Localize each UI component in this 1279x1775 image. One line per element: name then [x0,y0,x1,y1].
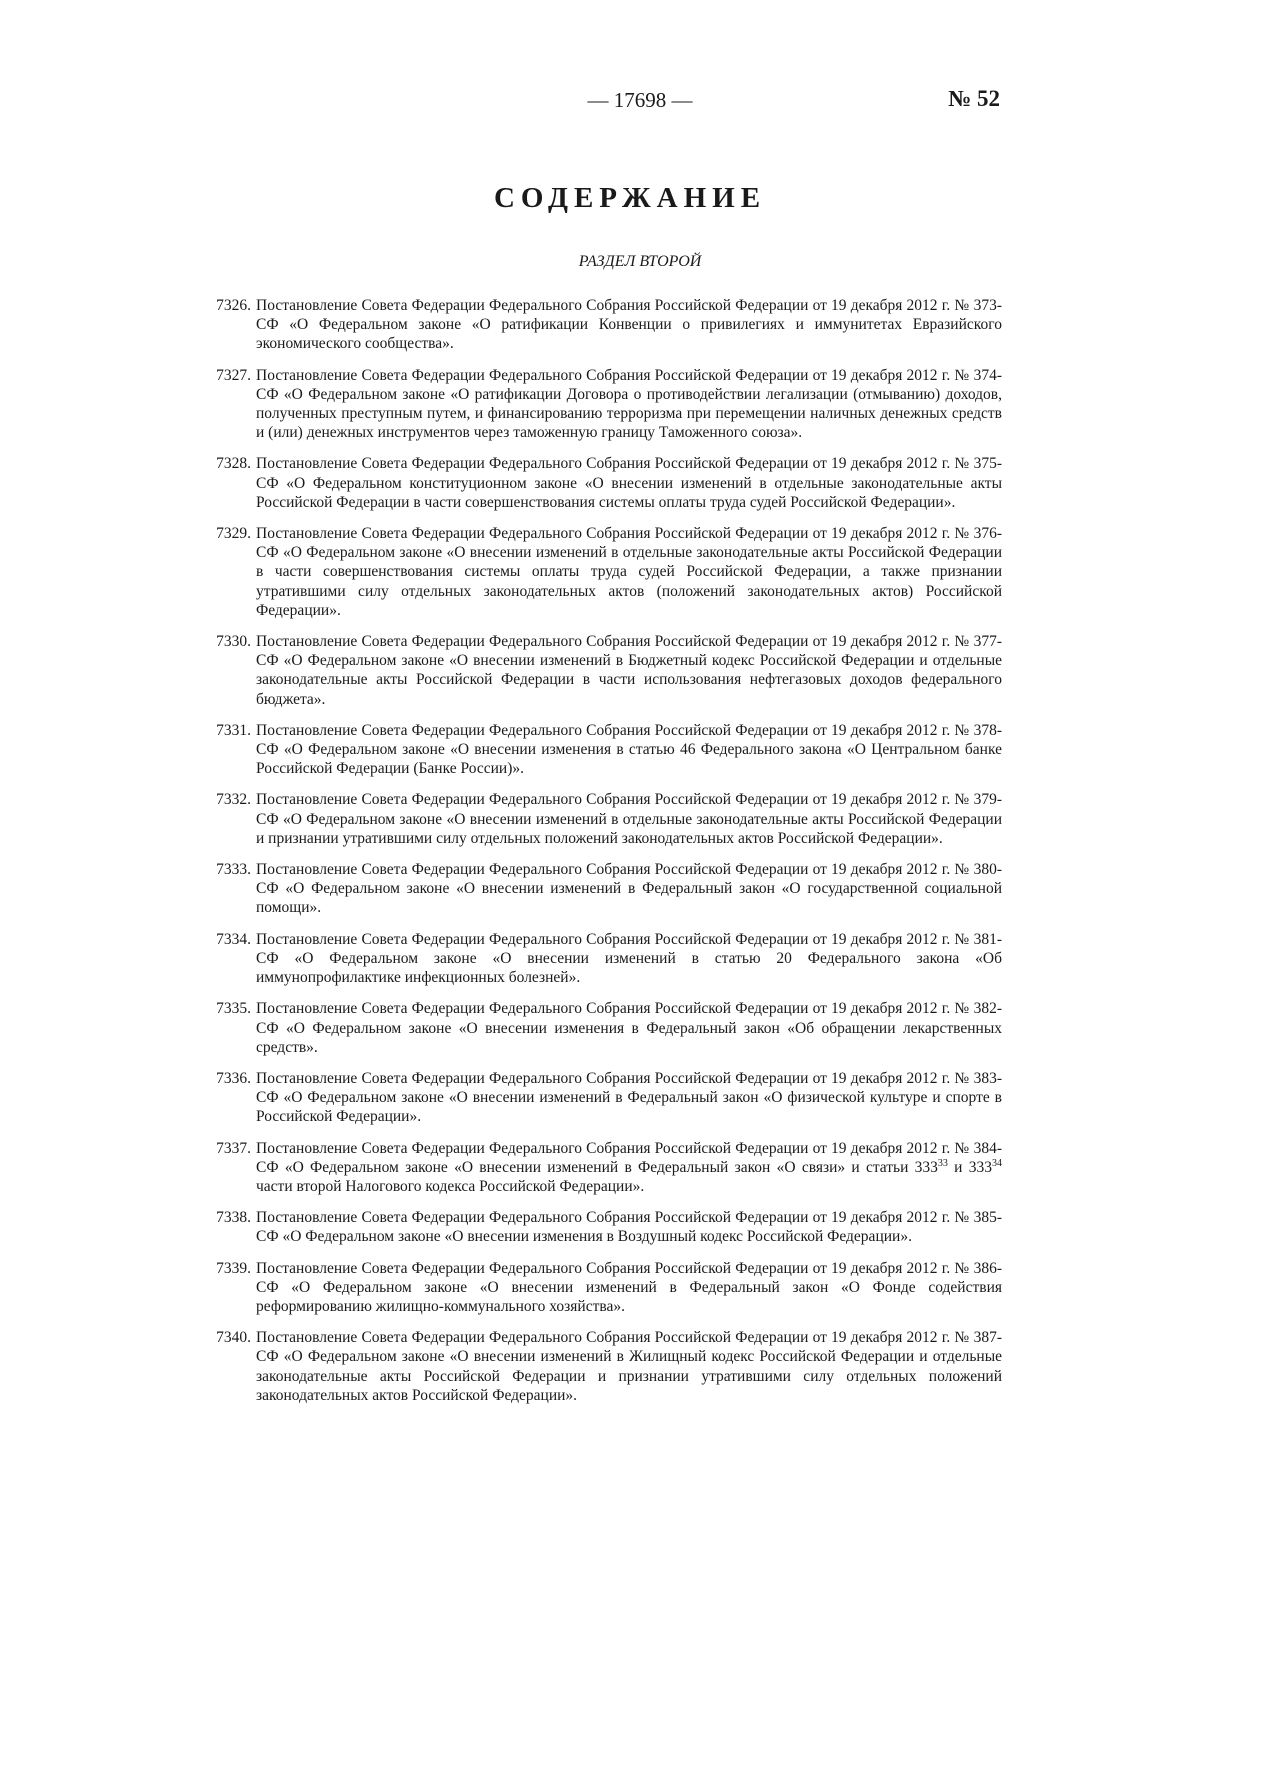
list-item [196,366,1002,443]
entry-text: Постановление Совета Федерации Федерального Собрания Российской Федерации от 19 декабря 2012 г. № 385-СФ «О Федеральном законе «О внесении изменения в Воздушный кодекс Российской Федерации». [256,1209,1002,1246]
entry-text: Постановление Совета Федерации Федерального Собрания Российской Федерации от 19 декабря 2012 г. № 377-СФ «О Федеральном законе «О внесении изменений в Бюджетный кодекс Российской Федерации и отдельные законодательные акты Российской Федерации в части использования нефтегазовых доходов федерального бюджета». [256,633,1002,708]
superscript-33: 33 [937,1157,948,1169]
issue-number: № 52 [948,86,1000,111]
list-item [196,454,1002,512]
list-item [196,524,1002,620]
list-item [196,1069,1002,1127]
entry-text-middle: и 333 [947,1158,992,1176]
entry-text: Постановление Совета Федерации Федерального Собрания Российской Федерации от 19 декабря 2012 г. № 376-СФ «О Федеральном законе «О внесении изменений в отдельные законодательные акты Российской Федерации в части совершенствования системы оплаты труда судей Российской Федерации, а также признании утратившими силу отдельных законодательных актов (положений законодательных актов) Российской Федерации». [256,525,1002,619]
entry-text-after: части второй Налогового кодекса Российской Федерации». [256,1177,645,1195]
entry-number: 7334. [216,930,251,948]
entry-number: 7336. [216,1069,251,1087]
page-number: — 17698 — [587,88,693,112]
section-title: РАЗДЕЛ ВТОРОЙ [578,253,702,270]
list-item [196,1259,1002,1317]
entry-number: 7327. [216,366,251,384]
entry-text: Постановление Совета Федерации Федерального Собрания Российской Федерации от 19 декабря 2012 г. № 379-СФ «О Федеральном законе «О внесении изменений в отдельные законодательные акты Российской Федерации и признании утратившими силу отдельных положений законодательных актов Российской Федерации». [256,791,1002,847]
list-item [196,999,1002,1057]
entry-number: 7328. [216,455,251,473]
entry-number: 7337. [216,1139,251,1157]
entry-number: 7335. [216,1000,251,1018]
entry-text: Постановление Совета Федерации Федерального Собрания Российской Федерации от 19 декабря 2012 г. № 387-СФ «О Федеральном законе «О внесении изменений в Жилищный кодекс Российской Федерации и отдельные законодательные акты Российской Федерации и признании утратившими силу отдельных положений законодательных актов Российской Федерации». [256,1329,1002,1404]
entry-number: 7339. [216,1259,251,1277]
list-item [196,296,1002,354]
list-item [196,632,1002,709]
list-item [196,1139,1002,1197]
entry-text: Постановление Совета Федерации Федерального Собрания Российской Федерации от 19 декабря 2012 г. № 386-СФ «О Федеральном законе «О внесении изменений в Федеральный закон «О Фонде содействия реформированию жилищно-коммунального хозяйства». [256,1259,1002,1315]
list-item [196,860,1002,918]
entry-number: 7340. [216,1329,251,1347]
entry-number: 7332. [216,791,251,809]
list-item [196,1328,1002,1405]
entry-number: 7330. [216,633,251,651]
entry-text: Постановление Совета Федерации Федерального Собрания Российской Федерации от 19 декабря 2012 г. № 378-СФ «О Федеральном законе «О внесении изменения в статью 46 Федерального закона «О Центральном банке Российской Федерации (Банке России)». [256,721,1002,778]
entry-text-before: Постановление Совета Федерации Федерального Собрания Российской Федерации от 19 декабря 2012 г. № 384-СФ «О Федеральном законе «О внесении изменений в Федеральный закон «О связи» и статьи 333 [256,1139,1002,1176]
entry-number: 7331. [216,721,251,739]
contents-list [196,296,1002,1417]
list-item [196,790,1002,848]
entry-text: Постановление Совета Федерации Федерального Собрания Российской Федерации от 19 декабря 2012 г. № 380-СФ «О Федеральном законе «О внесении изменений в Федеральный закон «О государственной социальной помощи». [256,861,1002,917]
list-item [196,930,1002,988]
entry-text: Постановление Совета Федерации Федерального Собрания Российской Федерации от 19 декабря 2012 г. № 382-СФ «О Федеральном законе «О внесении изменения в Федеральный закон «Об обращении лекарственных средств». [256,1000,1002,1056]
entry-text: Постановление Совета Федерации Федерального Собрания Российской Федерации от 19 декабря 2012 г. № 374-СФ «О Федеральном законе «О ратификации Договора о противодействии легализации (отмыванию) доходов, полученных преступным путем, и финансированию терроризма при перемещении наличных денежных средств и (или) денежных инструментов через таможенную границу Таможенного союза». [256,366,1002,442]
page-title: СОДЕРЖАНИЕ [493,182,767,214]
entry-text: Постановление Совета Федерации Федерального Собрания Российской Федерации от 19 декабря 2012 г. № 373-СФ «О Федеральном законе «О ратификации Конвенции о привилегиях и иммунитетах Евразийского экономического сообщества». [256,297,1002,353]
entry-text: Постановление Совета Федерации Федерального Собрания Российской Федерации от 19 декабря 2012 г. № 383-СФ «О Федеральном законе «О внесении изменений в Федеральный закон «О физической культуре и спорте в Российской Федерации». [256,1069,1002,1126]
entry-number: 7338. [216,1209,251,1227]
superscript-34: 34 [992,1157,1002,1169]
entry-number: 7333. [216,861,251,879]
entry-number: 7329. [216,525,251,543]
entry-text: Постановление Совета Федерации Федерального Собрания Российской Федерации от 19 декабря 2012 г. № 375-СФ «О Федеральном конституционном законе «О внесении изменений в отдельные законодательные акты Российской Федерации в части совершенствования системы оплаты труда судей Российской Федерации». [256,455,1002,511]
list-item [196,1208,1002,1246]
entry-text [256,1139,1002,1197]
entry-text: Постановление Совета Федерации Федерального Собрания Российской Федерации от 19 декабря 2012 г. № 381-СФ «О Федеральном законе «О внесении изменений в статью 20 Федерального закона «Об иммунопрофилактике инфекционных болезней». [256,930,1002,987]
entry-number: 7326. [216,297,251,314]
list-item [196,721,1002,779]
